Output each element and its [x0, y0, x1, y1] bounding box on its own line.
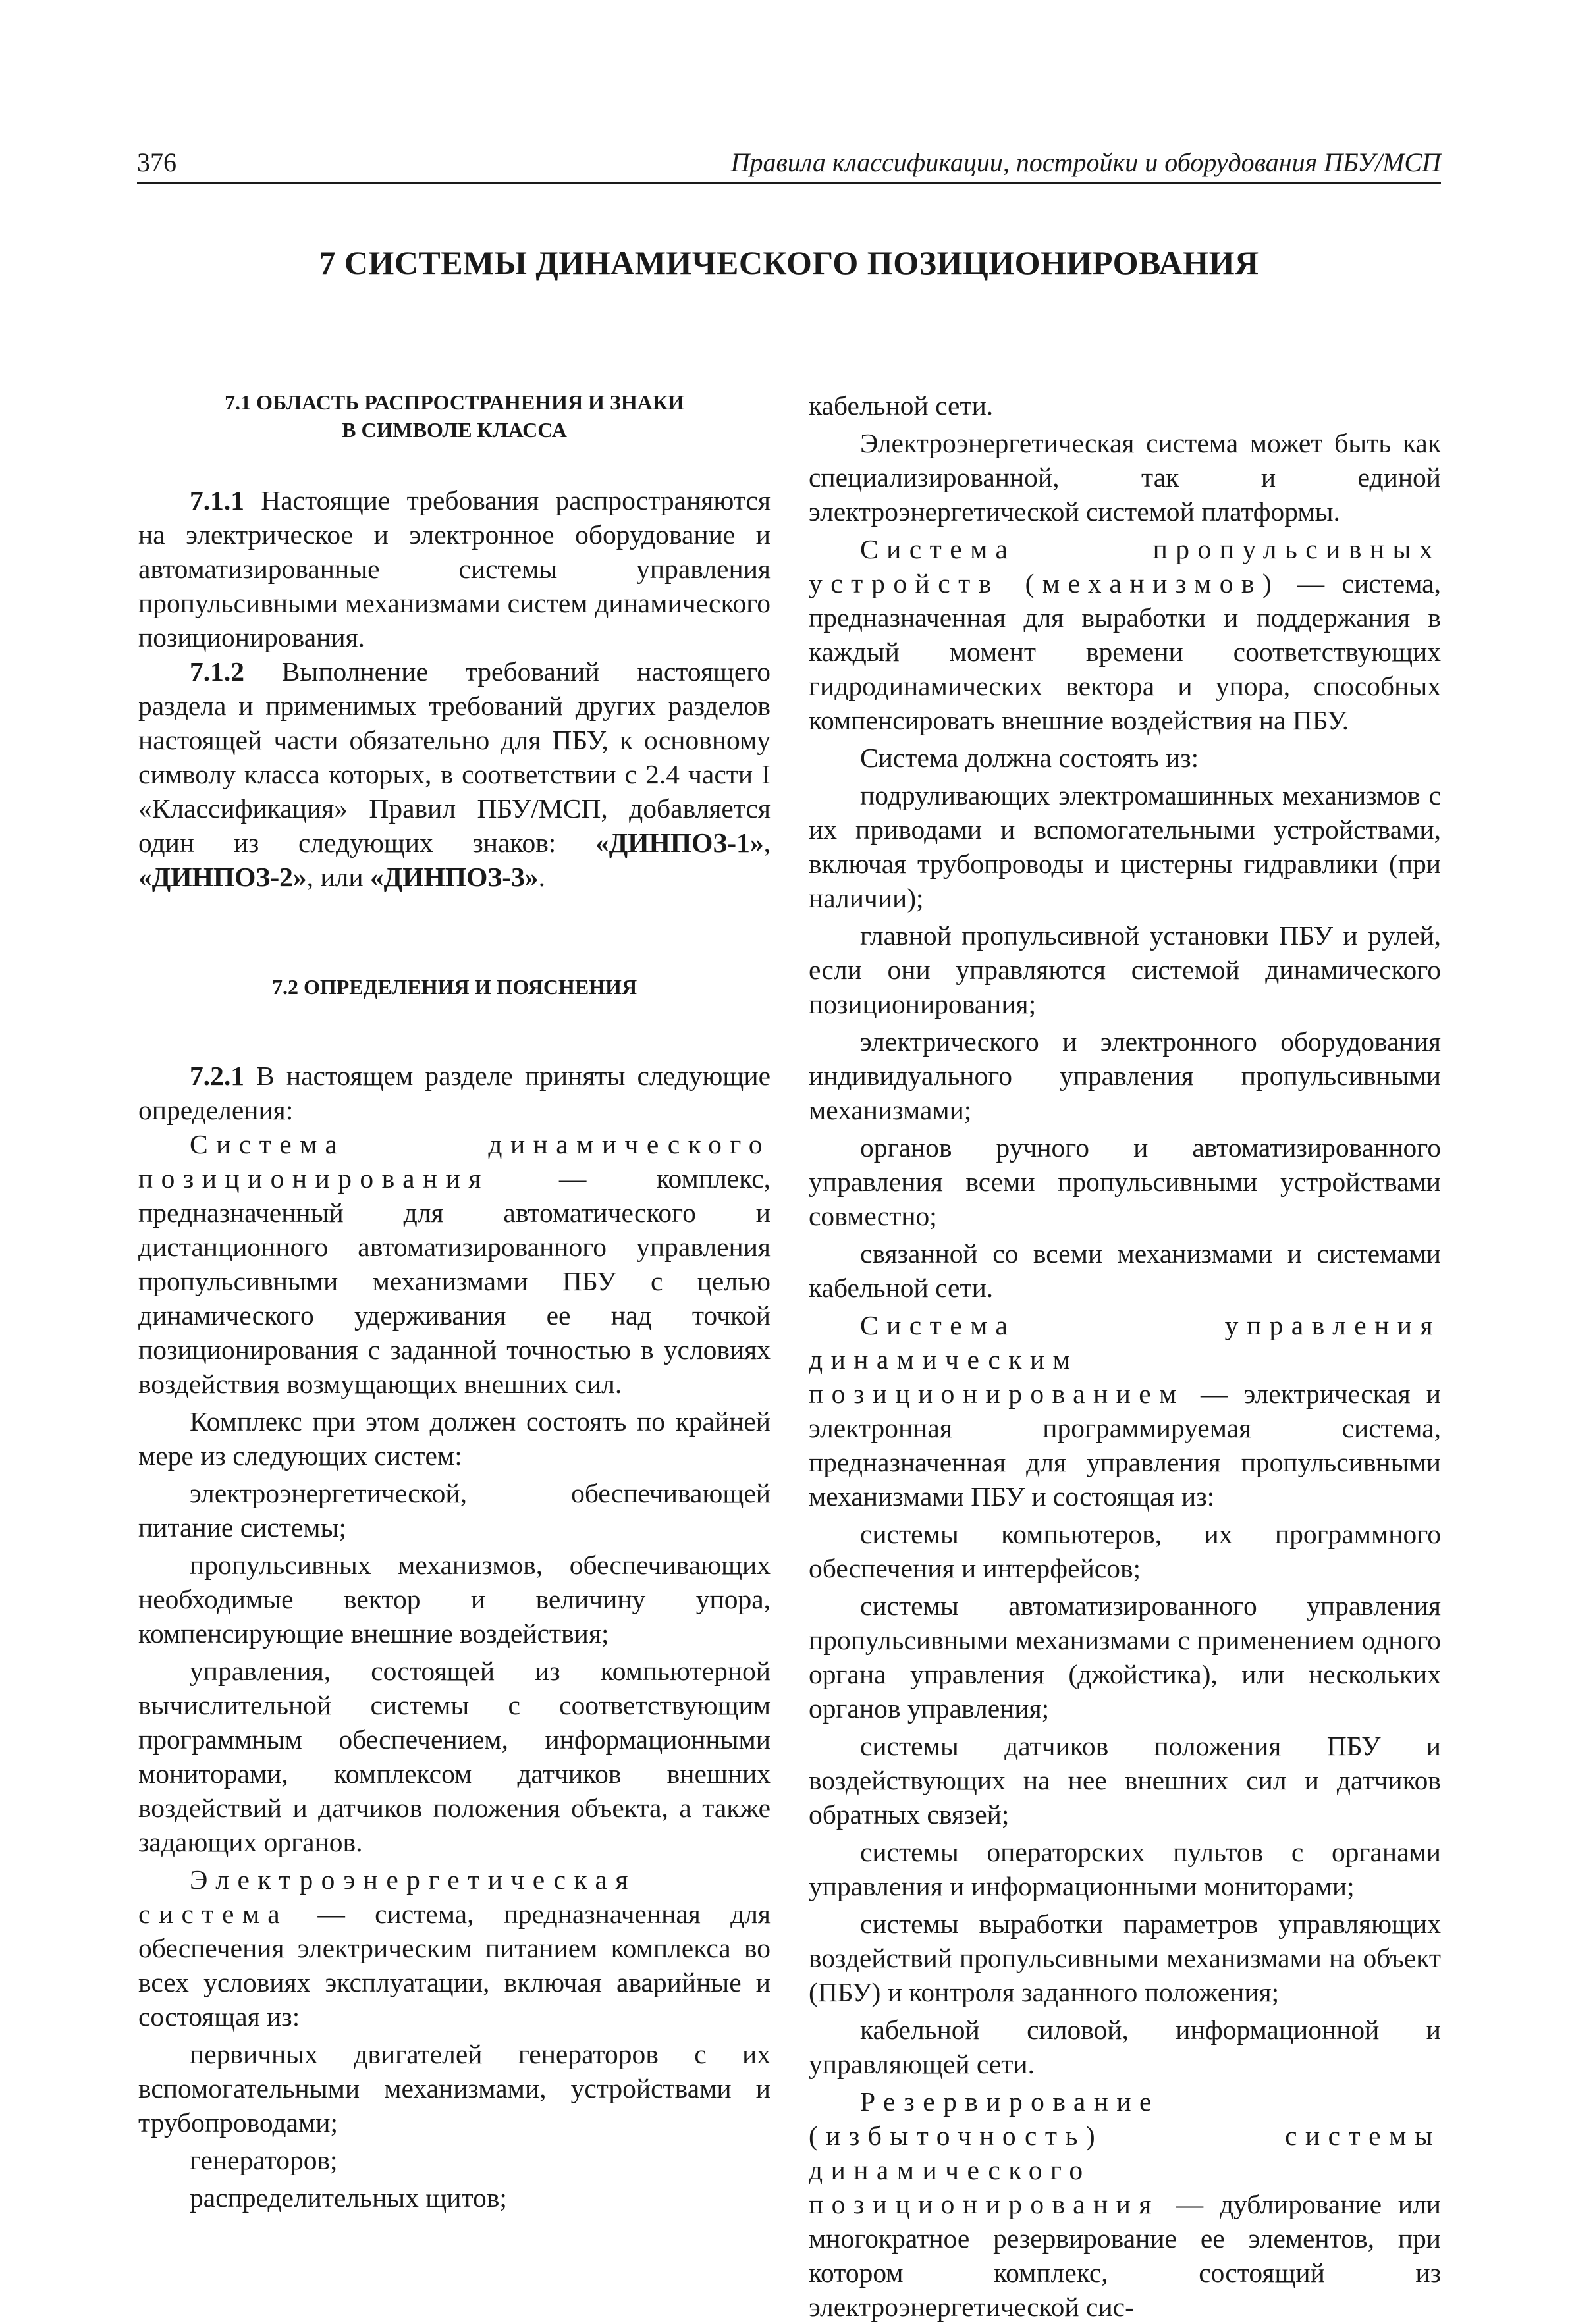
definition: Резервирование (избыточность) системы динамического позиционирования — дублирование или многократное резервирование ее элементов, при котором комплекс, состоящий из электроэнергетической сис-	[809, 2086, 1441, 2322]
definition: Электроэнергетическая система — система, предназначенная для обеспечения электрическим питанием комплекса во всех условиях эксплуатации, включая аварийные и состоящая из:	[138, 1864, 771, 2032]
section-heading-7-2: 7.2 ОПРЕДЕЛЕНИЯ И ПОЯСНЕНИЯ	[271, 975, 637, 999]
class-mark: «ДИНПОЗ-3»	[369, 862, 539, 892]
page-number: 376	[137, 147, 176, 177]
list-item: системы датчиков положения ПБУ и воздействующих на нее внешних сил и датчиков обратных связей;	[809, 1731, 1441, 1830]
list-item: пропульсивных механизмов, обеспечивающих необходимые вектор и величину упора, компенсирующие внешние воздействия;	[138, 1550, 771, 1649]
paragraph-continuation: кабельной сети.	[809, 390, 994, 421]
paragraph: Электроэнергетическая система может быть как специализированной, так и единой электроэнергетической системой платформы.	[809, 428, 1441, 527]
clause-number: 7.1.2	[190, 656, 244, 687]
left-column	[138, 388, 771, 2215]
clause-number: 7.1.1	[190, 485, 244, 515]
defined-term: Система управления динамическим позиционированием	[809, 1310, 1441, 1409]
definition: Система динамического позиционирования — комплекс, предназначенный для автоматического и дистанционного автоматизированного управления пропульсивными механизмами ПБУ с целью динамического удерживания ее над точкой позиционирования с заданной точностью в условиях воздействия возмущающих внешних сил.	[138, 1129, 771, 1399]
running-title: Правила классификации, постройки и оборудования ПБУ/МСП	[730, 147, 1441, 177]
paragraph-7-1-1: 7.1.1 Настоящие требования распространяются на электрическое и электронное оборудование и автоматизированные системы управления пропульсивными механизмами систем динамического позиционирования.	[138, 485, 771, 652]
list-item: главной пропульсивной установки ПБУ и рулей, если они управляются системой динамического позиционирования;	[809, 920, 1441, 1019]
defined-term: Электроэнергетическая система	[138, 1864, 636, 1929]
paragraph: Система должна состоять из:	[860, 743, 1199, 773]
list-item: органов ручного и автоматизированного управления всеми пропульсивными устройствами совместно;	[809, 1132, 1441, 1231]
list-item: системы компьютеров, их программного обеспечения и интерфейсов;	[809, 1519, 1441, 1583]
paragraph-7-1-2: 7.1.2 Выполнение требований настоящего раздела и применимых требований других разделов настоящей части обязательно для ПБУ, к основному символу класса которых, в соответствии с 2.4 части I «Классификация» Правил ПБУ/МСП, добавляется один из следующих знаков: «ДИНПОЗ-1», «ДИНПОЗ-2», или «ДИНПОЗ-3».	[138, 656, 771, 892]
clause-number: 7.2.1	[190, 1061, 244, 1091]
paragraph-7-2-1: 7.2.1 В настоящем разделе приняты следующие определения:	[138, 1061, 771, 1125]
list-item: первичных двигателей генераторов с их вспомогательными механизмами, устройствами и трубопроводами;	[138, 2039, 771, 2138]
list-item: генераторов;	[190, 2145, 338, 2175]
list-item: системы операторских пультов с органами управления и информационными мониторами;	[809, 1837, 1441, 1901]
chapter-title: 7 СИСТЕМЫ ДИНАМИЧЕСКОГО ПОЗИЦИОНИРОВАНИЯ	[319, 244, 1259, 281]
page-header	[137, 142, 1441, 184]
section-heading-line: В СИМВОЛЕ КЛАССА	[342, 418, 567, 442]
paragraph: Комплекс при этом должен состоять по крайней мере из следующих систем:	[138, 1406, 771, 1471]
list-item: подруливающих электромашинных механизмов с их приводами и вспомогательными устройствами, включая трубопроводы и цистерны гидравлики (при наличии);	[809, 780, 1441, 913]
list-item: управления, состоящей из компьютерной вычислительной системы с соответствующим программным обеспечением, информационными мониторами, комплексом датчиков внешних воздействий и датчиков положения объекта, а также задающих органов.	[138, 1656, 771, 1857]
defined-term: Резервирование (избыточность) системы динамического позиционирования	[809, 2086, 1441, 2219]
defined-term: Система динамического позиционирования	[138, 1129, 771, 1194]
section-heading-7-1	[138, 388, 771, 444]
section-heading-line: 7.1 ОБЛАСТЬ РАСПРОСТРАНЕНИЯ И ЗНАКИ	[225, 390, 684, 414]
class-mark: «ДИНПОЗ-2»	[138, 862, 307, 892]
list-item: электроэнергетической, обеспечивающей питание системы;	[138, 1478, 771, 1543]
list-item: системы выработки параметров управляющих воздействий пропульсивными механизмами на объект (ПБУ) и контроля заданного положения;	[809, 1909, 1441, 2007]
definition: Система управления динамическим позиционированием — электрическая и электронная программируемая система, предназначенная для управления пропульсивными механизмами ПБУ и состоящая из:	[809, 1310, 1441, 1512]
list-item: кабельной силовой, информационной и управляющей сети.	[809, 2015, 1441, 2079]
class-mark: «ДИНПОЗ-1»	[595, 828, 764, 858]
list-item: электрического и электронного оборудования индивидуального управления пропульсивными механизмами;	[809, 1026, 1441, 1125]
defined-term: Система пропульсивных устройств (механизмов)	[809, 534, 1441, 598]
list-item: системы автоматизированного управления пропульсивными механизмами с применением одного органа управления (джойстика), или нескольких органов управления;	[809, 1591, 1441, 1724]
definition: Система пропульсивных устройств (механизмов) — система, предназначенная для выработки и поддержания в каждый момент времени соответствующих гидродинамических вектора и упора, способных компенсировать внешние воздействия на ПБУ.	[809, 534, 1441, 735]
list-item: связанной со всеми механизмами и системами кабельной сети.	[809, 1238, 1441, 1303]
list-item: распределительных щитов;	[190, 2182, 507, 2213]
right-column	[809, 388, 1441, 2324]
